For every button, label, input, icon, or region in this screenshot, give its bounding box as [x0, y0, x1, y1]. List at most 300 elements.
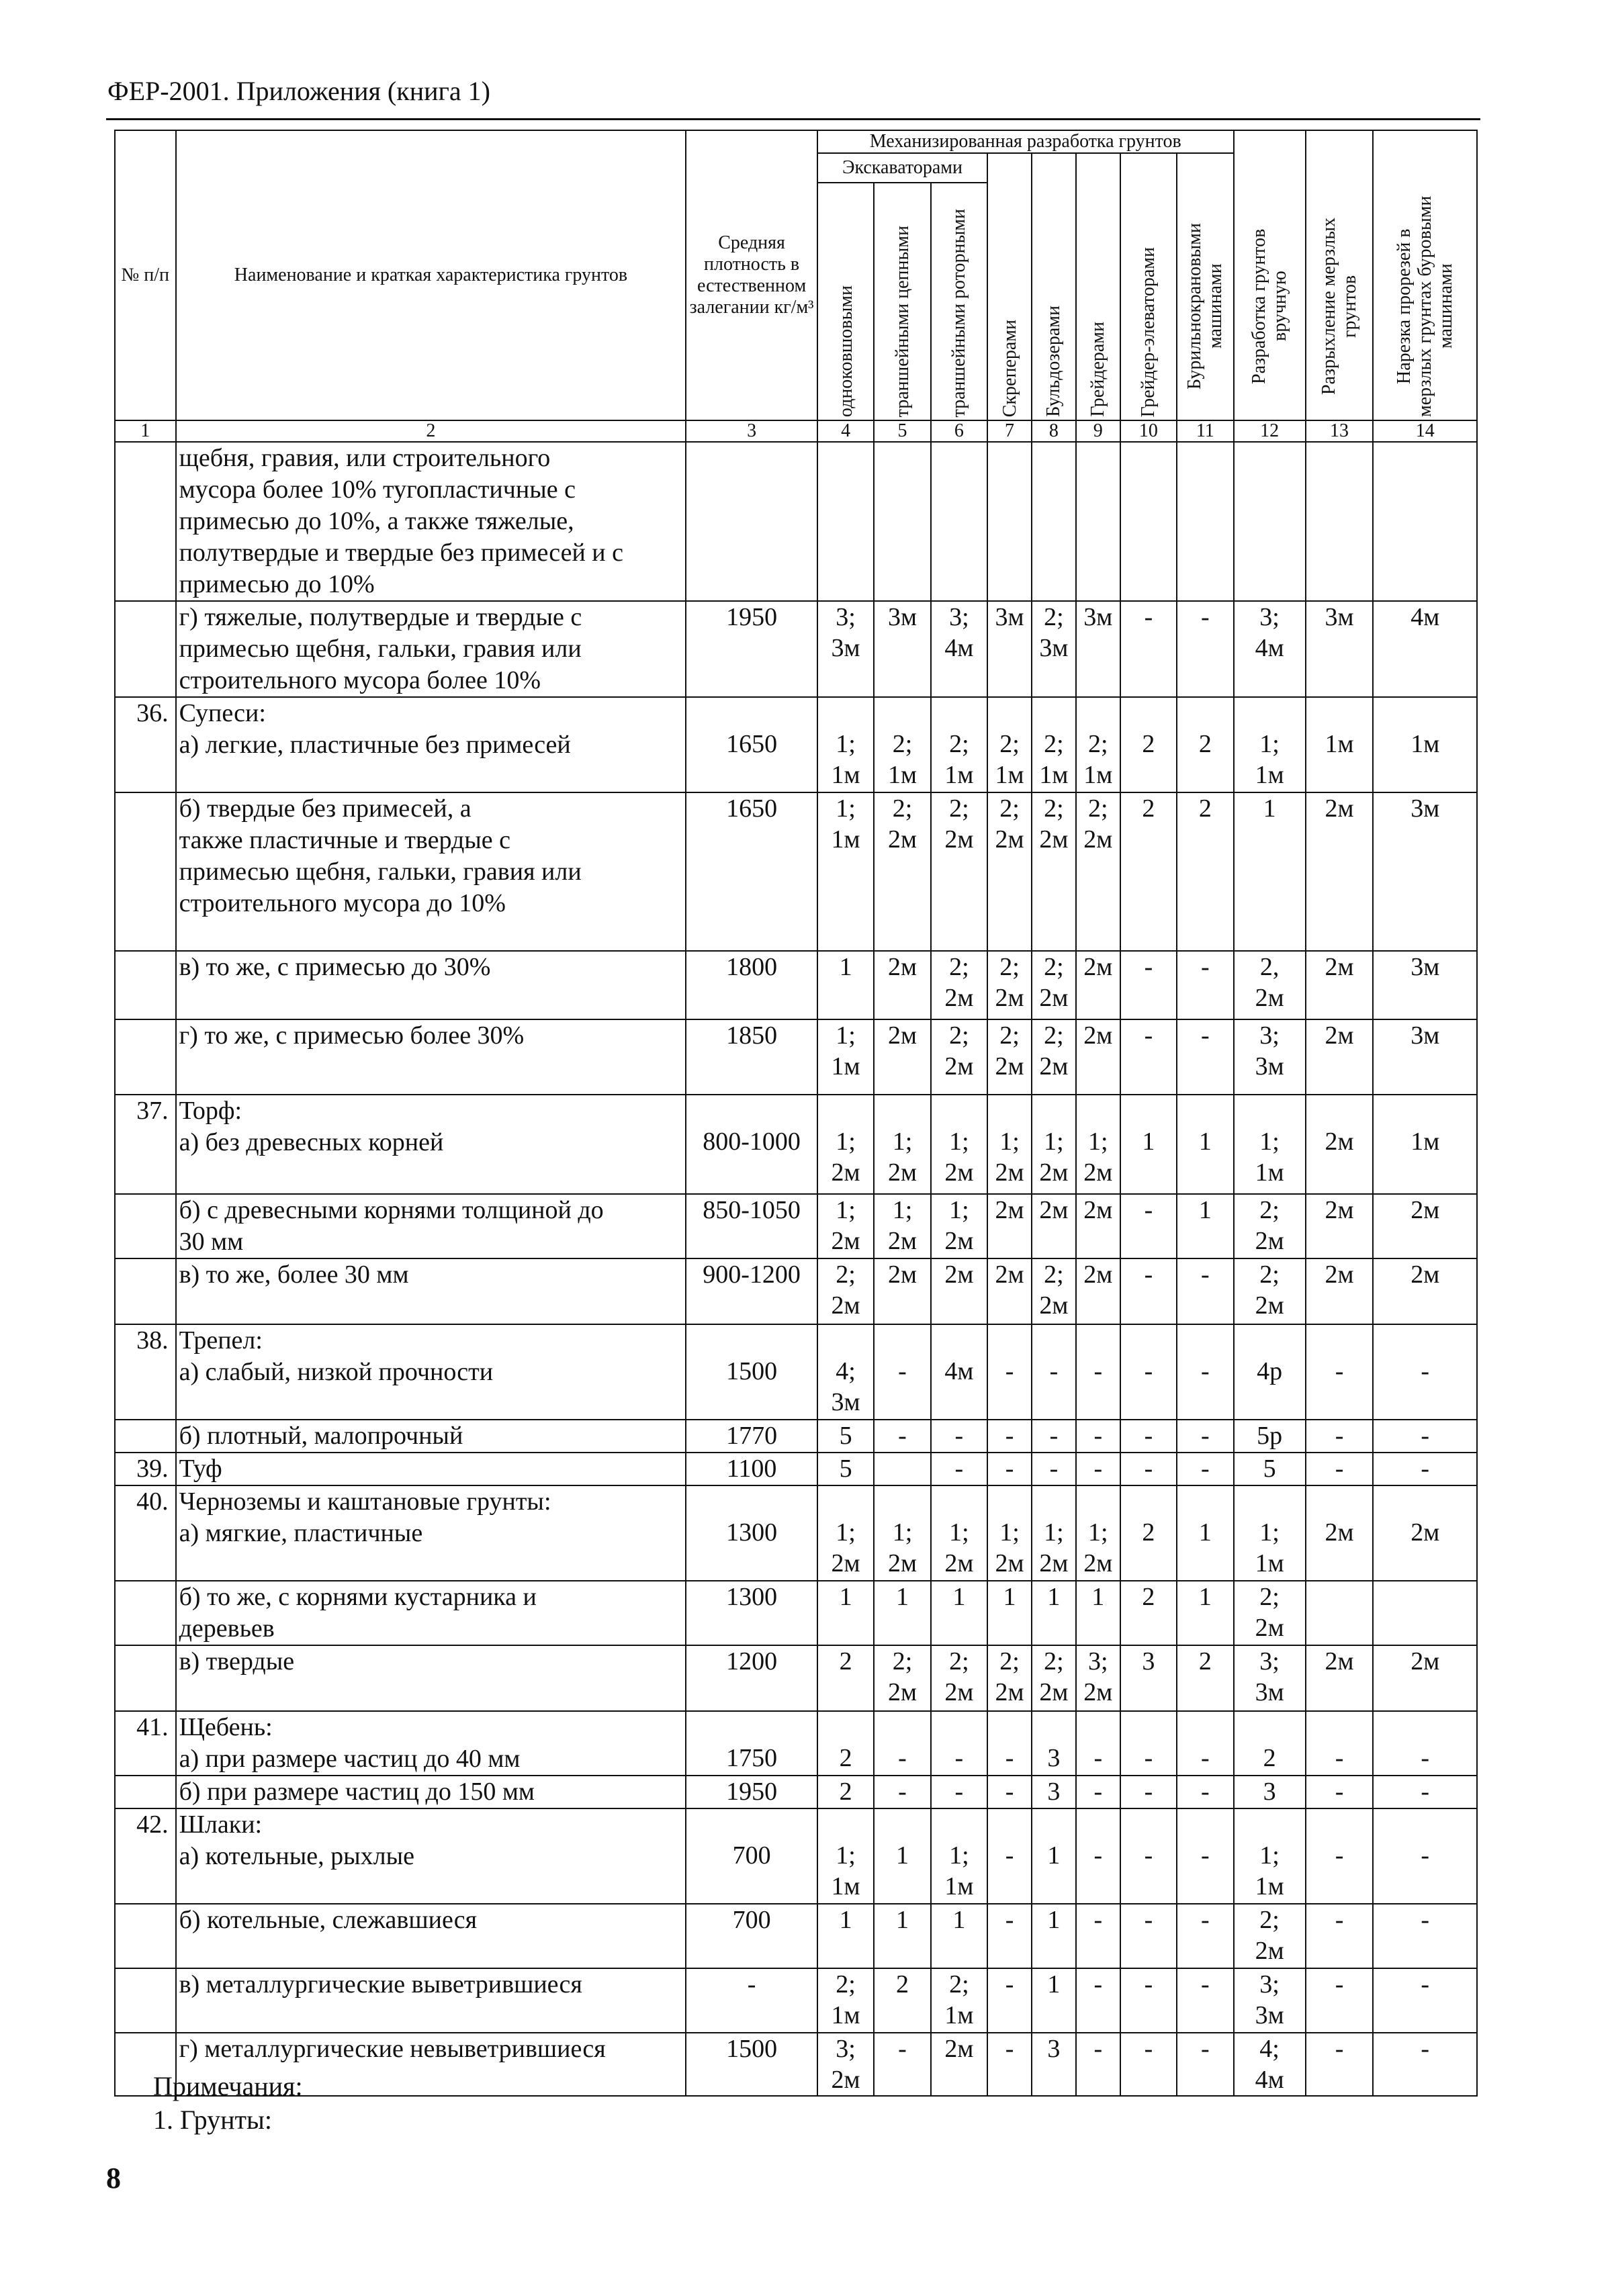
category-value: 1м [1255, 1158, 1284, 1187]
category-value: 1 [1263, 794, 1276, 823]
category-cell-col7 [987, 1420, 1032, 1453]
soil-name-cell [176, 1194, 686, 1258]
category-cell-col10 [1120, 1485, 1177, 1581]
category-cell-col10 [1120, 1776, 1177, 1808]
category-value: 2м [887, 1158, 917, 1187]
category-value: 2м [1083, 825, 1113, 854]
cell-spacer [991, 1095, 1028, 1126]
category-value: 2; [949, 1970, 969, 1999]
cell-spacer [934, 698, 984, 729]
row-number [115, 1019, 176, 1095]
category-cell-col11 [1177, 1485, 1233, 1581]
category-cell-col11 [1177, 1711, 1233, 1776]
density-spacer [689, 1712, 814, 1743]
category-value: 2м [944, 1260, 974, 1289]
category-value: - [1201, 1906, 1210, 1934]
category-value: - [1201, 1260, 1210, 1289]
cell-spacer [1035, 1712, 1073, 1743]
density-spacer [689, 1325, 814, 1356]
category-cell-col4 [817, 2033, 874, 2096]
category-cell-col12 [1234, 1808, 1306, 1904]
header-col9: Грейдерами [1087, 322, 1109, 417]
category-value: 1 [1198, 1196, 1212, 1224]
category-cell-col12 [1234, 2033, 1306, 2096]
category-value: - [1335, 1970, 1344, 1999]
soil-name-cell [176, 1095, 686, 1194]
column-number: 14 [1373, 420, 1477, 442]
soil-name-line: а) при размере частиц до 40 мм [179, 1745, 521, 1773]
category-value: - [1421, 1744, 1430, 1772]
table-row [115, 601, 1477, 697]
table-row [115, 951, 1477, 1019]
soil-name-line: Черноземы и каштановые грунты: [179, 1487, 551, 1516]
category-value: 2м [1083, 1021, 1113, 1050]
cell-spacer [1180, 1712, 1230, 1743]
soil-name-line: Трепел: [179, 1326, 263, 1354]
category-value: 2 [1198, 730, 1212, 758]
category-cell-col5 [874, 1420, 930, 1453]
category-value: 4м [1255, 2066, 1284, 2094]
category-cell-col14 [1373, 951, 1477, 1019]
column-number: 8 [1032, 420, 1076, 442]
page-number: 8 [106, 2162, 121, 2195]
category-value: 3; [1087, 1647, 1108, 1675]
category-value: 2м [831, 2066, 860, 2094]
category-value: 2 [1142, 1583, 1155, 1611]
category-cell-col11 [1177, 1194, 1233, 1258]
category-value: 1; [836, 730, 856, 758]
category-cell-col12 [1234, 1194, 1306, 1258]
cell-spacer [934, 1809, 984, 1840]
row-number [115, 1968, 176, 2033]
category-cell-col4 [817, 697, 874, 792]
category-value: - [954, 1455, 964, 1483]
category-value: - [898, 1357, 907, 1385]
category-value: 2 [1198, 1647, 1212, 1675]
header-col5: траншейными цепными [891, 225, 913, 417]
category-value: 1; [949, 1196, 969, 1224]
category-cell-col12 [1234, 1258, 1306, 1324]
cell-spacer [1309, 1486, 1370, 1517]
header-col8: Бульдозерами [1043, 306, 1065, 417]
soil-name-cell [176, 792, 686, 951]
category-cell-col7 [987, 1968, 1032, 2033]
category-value: 2; [1259, 1196, 1280, 1224]
table-header [115, 130, 1477, 442]
category-cell-col10 [1120, 1581, 1177, 1645]
category-cell-col5 [874, 442, 930, 601]
header-col6: траншейными роторными [948, 208, 970, 417]
category-cell-col10 [1120, 2033, 1177, 2096]
category-cell-col13 [1306, 792, 1374, 951]
category-cell-col14 [1373, 1904, 1477, 1968]
category-value: 2м [1325, 1128, 1354, 1156]
category-value: 2м [1255, 1291, 1284, 1320]
column-number: 6 [931, 420, 987, 442]
table-row [115, 1194, 1477, 1258]
category-cell-col4 [817, 951, 874, 1019]
cell-spacer [991, 698, 1028, 729]
category-cell-col13 [1306, 1968, 1374, 2033]
density-value: 1800 [726, 953, 778, 981]
cell-spacer [1376, 1712, 1474, 1743]
density-value: 1950 [726, 1778, 778, 1806]
header-col7: Скреперами [999, 319, 1020, 417]
category-value: 2м [1083, 1196, 1113, 1224]
cell-spacer [1180, 1325, 1230, 1356]
category-value: - [1144, 1906, 1153, 1934]
category-cell-col11 [1177, 951, 1233, 1019]
soil-name-cell [176, 951, 686, 1019]
category-cell-col11 [1177, 1019, 1233, 1095]
category-value: - [1144, 1357, 1153, 1385]
category-cell-col13 [1306, 1808, 1374, 1904]
soil-name-line: г) металлургические невыветрившиеся [179, 2035, 606, 2063]
cell-spacer [877, 1712, 927, 1743]
category-cell-col10 [1120, 951, 1177, 1019]
category-cell-col8 [1032, 792, 1076, 951]
density-value: 1750 [726, 1744, 778, 1772]
category-cell-col8 [1032, 951, 1076, 1019]
category-cell-col11 [1177, 697, 1233, 792]
column-number: 13 [1306, 420, 1374, 442]
category-value: 2; [1259, 1906, 1280, 1934]
category-value: 2, [1259, 953, 1280, 981]
cell-spacer [934, 1325, 984, 1356]
cell-spacer [1079, 1809, 1117, 1840]
category-cell-col5 [874, 792, 930, 951]
category-value: 2м [1255, 1227, 1284, 1255]
category-cell-col9 [1076, 1808, 1120, 1904]
cell-spacer [1035, 1325, 1073, 1356]
density-value: 1650 [726, 730, 778, 758]
category-value: 1м [1410, 730, 1440, 758]
category-value: 1м [887, 761, 917, 789]
category-cell-col14 [1373, 1095, 1477, 1194]
category-cell-col7 [987, 1904, 1032, 1968]
table-row [115, 1581, 1477, 1645]
table-row [115, 1324, 1477, 1420]
category-value: 5 [839, 1422, 852, 1450]
cell-spacer [1309, 698, 1370, 729]
category-cell-col11 [1177, 1324, 1233, 1420]
cell-spacer [1124, 1486, 1173, 1517]
soil-name-line: а) мягкие, пластичные [179, 1519, 423, 1547]
category-value: 3м [1039, 634, 1069, 662]
category-cell-col9 [1076, 1645, 1120, 1711]
header-col14: Нарезка прорезей в мерзлых грунтах буровыми машинами [1394, 195, 1457, 417]
category-value: - [898, 1422, 907, 1450]
cell-spacer [991, 1486, 1028, 1517]
density-cell [686, 1711, 817, 1776]
column-number: 9 [1076, 420, 1120, 442]
category-cell-col4 [817, 1581, 874, 1645]
category-cell-col5 [874, 1194, 930, 1258]
category-value: 3м [1255, 2001, 1284, 2029]
cell-spacer [1237, 1095, 1302, 1126]
soil-name-line: строительного мусора более 10% [179, 666, 541, 694]
density-value: 900-1200 [703, 1260, 801, 1289]
category-value: 1м [831, 1052, 860, 1081]
soil-name-line: щебня, гравия, или строительного [179, 444, 551, 472]
category-cell-col11 [1177, 1095, 1233, 1194]
cell-spacer [821, 1809, 870, 1840]
category-value: 2; [949, 730, 969, 758]
category-value: - [1335, 1906, 1344, 1934]
category-value: 1; [836, 794, 856, 823]
row-number [115, 601, 176, 697]
density-cell [686, 2033, 817, 2096]
category-value: 2; [1044, 794, 1064, 823]
category-value: 1; [892, 1196, 913, 1224]
column-number: 3 [686, 420, 817, 442]
category-value: 2; [892, 1647, 913, 1675]
category-cell-col13 [1306, 442, 1374, 601]
category-value: - [1144, 1455, 1153, 1483]
category-value: - [1144, 1260, 1153, 1289]
density-cell [686, 1420, 817, 1453]
category-cell-col8 [1032, 2033, 1076, 2096]
category-value: - [1144, 603, 1153, 631]
table-row [115, 1453, 1477, 1485]
category-value: 1 [1047, 1906, 1061, 1934]
category-value: 1; [1259, 730, 1280, 758]
category-value: - [1093, 1422, 1103, 1450]
category-cell-col5 [874, 1808, 930, 1904]
category-value: - [1144, 1021, 1153, 1050]
category-value: - [898, 2035, 907, 2063]
soil-name-line: примесью до 10%, а также тяжелые, [179, 507, 574, 535]
category-cell-col7 [987, 1324, 1032, 1420]
category-cell-col6 [931, 601, 987, 697]
soil-name-line: 30 мм [179, 1228, 244, 1256]
cell-spacer [1079, 698, 1117, 729]
category-value: 2м [944, 984, 974, 1012]
category-cell-col10 [1120, 1808, 1177, 1904]
category-cell-col5 [874, 1258, 930, 1324]
category-cell-col14 [1373, 1324, 1477, 1420]
density-cell [686, 1904, 817, 1968]
category-value: 2м [944, 2035, 974, 2063]
category-value: 1м [995, 761, 1024, 789]
category-cell-col7 [987, 1776, 1032, 1808]
category-cell-col9 [1076, 1485, 1120, 1581]
category-value: 1; [1044, 1128, 1064, 1156]
category-value: 2 [839, 1647, 852, 1675]
cell-spacer [1035, 1095, 1073, 1126]
header-col4: одноковшовыми [835, 285, 856, 417]
table-row [115, 1968, 1477, 2033]
density-cell [686, 1485, 817, 1581]
soil-name-cell [176, 601, 686, 697]
category-cell-col8 [1032, 1194, 1076, 1258]
density-cell [686, 1019, 817, 1095]
soil-name-cell [176, 697, 686, 792]
soil-name-line: Торф: [179, 1097, 242, 1125]
category-value: 3м [995, 603, 1024, 631]
category-cell-col4 [817, 1485, 874, 1581]
density-value: 1200 [726, 1647, 778, 1675]
cell-spacer [1309, 1095, 1370, 1126]
cell-spacer [821, 1486, 870, 1517]
category-value: 1м [1255, 1549, 1284, 1577]
category-value: 2м [1039, 825, 1069, 854]
table-row [115, 1776, 1477, 1808]
category-value: 1; [836, 1518, 856, 1547]
category-value: 3 [1142, 1647, 1155, 1675]
category-cell-col6 [931, 1453, 987, 1485]
category-value: 1м [1325, 730, 1354, 758]
cell-spacer [1079, 1325, 1117, 1356]
row-number [115, 1776, 176, 1808]
category-value: - [1144, 953, 1153, 981]
category-value: 2м [944, 1158, 974, 1187]
soil-name-line: Туф [179, 1455, 222, 1483]
category-value: 1; [999, 1518, 1020, 1547]
category-cell-col13 [1306, 1420, 1374, 1453]
category-cell-col7 [987, 1711, 1032, 1776]
category-value: - [1201, 1744, 1210, 1772]
category-cell-col5 [874, 1019, 930, 1095]
density-value: 1500 [726, 2035, 778, 2063]
row-number: 39. [115, 1453, 176, 1485]
category-value: 4; [1259, 2035, 1280, 2063]
category-cell-col9 [1076, 1194, 1120, 1258]
category-value: 1 [952, 1583, 966, 1611]
cell-spacer [1079, 1712, 1117, 1743]
category-cell-col10 [1120, 1453, 1177, 1485]
category-value: - [898, 1778, 907, 1806]
category-cell-col12 [1234, 1904, 1306, 1968]
cell-spacer [1079, 1095, 1117, 1126]
category-value: 2м [995, 825, 1024, 854]
category-value: 1; [1044, 1518, 1064, 1547]
category-value: - [1093, 1778, 1103, 1806]
category-value: - [1335, 1841, 1344, 1870]
category-cell-col4 [817, 792, 874, 951]
category-value: 1 [839, 1583, 852, 1611]
category-cell-col8 [1032, 1019, 1076, 1095]
density-cell [686, 1808, 817, 1904]
category-cell-col5 [874, 697, 930, 792]
cell-spacer [1237, 698, 1302, 729]
category-value: - [1201, 1357, 1210, 1385]
category-value: - [1005, 1422, 1014, 1450]
category-value: 2м [1410, 1196, 1440, 1224]
category-value: - [1005, 1744, 1014, 1772]
table-row [115, 792, 1477, 951]
category-value: 1; [892, 1128, 913, 1156]
category-cell-col8 [1032, 1581, 1076, 1645]
category-cell-col8 [1032, 442, 1076, 601]
category-cell-col11 [1177, 792, 1233, 951]
category-value: 2м [944, 1227, 974, 1255]
category-cell-col7 [987, 1019, 1032, 1095]
category-cell-col14 [1373, 1420, 1477, 1453]
column-number: 11 [1177, 420, 1233, 442]
category-cell-col14 [1373, 1776, 1477, 1808]
category-value: 2; [892, 794, 913, 823]
category-value: 2м [887, 1021, 917, 1050]
soil-name-cell [176, 1324, 686, 1420]
cell-spacer [1035, 1809, 1073, 1840]
category-cell-col13 [1306, 1581, 1374, 1645]
category-cell-col12 [1234, 792, 1306, 951]
row-number [115, 1581, 176, 1645]
category-cell-col11 [1177, 1258, 1233, 1324]
category-value: 1м [831, 2001, 860, 2029]
category-value: 1 [1142, 1128, 1155, 1156]
category-value: 1м [1410, 1128, 1440, 1156]
category-value: 1; [1087, 1518, 1108, 1547]
category-value: 2м [887, 1678, 917, 1706]
soil-name-cell [176, 1420, 686, 1453]
category-value: 2м [995, 1158, 1024, 1187]
row-number [115, 1258, 176, 1324]
category-value: 2м [995, 984, 1024, 1012]
column-number: 12 [1234, 420, 1306, 442]
category-cell-col13 [1306, 1645, 1374, 1711]
category-cell-col8 [1032, 697, 1076, 792]
notes-title: Примечания: [153, 2071, 303, 2101]
category-cell-col7 [987, 2033, 1032, 2096]
cell-spacer [821, 698, 870, 729]
category-cell-col5 [874, 1711, 930, 1776]
category-value: - [1421, 1970, 1430, 1999]
category-value: 1м [831, 1872, 860, 1900]
category-value: 2м [1325, 1196, 1354, 1224]
density-cell [686, 1324, 817, 1420]
category-value: 1 [1003, 1583, 1016, 1611]
category-cell-col12 [1234, 1645, 1306, 1711]
category-value: 1 [1198, 1128, 1212, 1156]
category-value: 2; [1044, 1021, 1064, 1050]
category-value: 2м [1410, 1260, 1440, 1289]
row-number: 38. [115, 1324, 176, 1420]
category-value: 2 [1142, 1518, 1155, 1547]
soil-name-line: а) без древесных корней [179, 1128, 444, 1156]
category-value: 1; [836, 1841, 856, 1870]
header-col11: Бурильнокрановыми машинами [1184, 223, 1226, 389]
category-cell-col13 [1306, 951, 1374, 1019]
category-cell-col5 [874, 1485, 930, 1581]
category-value: 3м [1410, 794, 1440, 823]
category-cell-col5 [874, 1324, 930, 1420]
category-value: 2; [836, 1260, 856, 1289]
category-value: 1 [1047, 1970, 1061, 1999]
category-value: - [1144, 1778, 1153, 1806]
column-number-row [115, 420, 1477, 442]
category-value: - [1005, 1455, 1014, 1483]
category-value: - [1201, 1021, 1210, 1050]
table-row [115, 1645, 1477, 1711]
cell-spacer [1376, 1325, 1474, 1356]
category-cell-col5 [874, 1095, 930, 1194]
category-cell-col6 [931, 1485, 987, 1581]
category-value: - [1005, 1970, 1014, 1999]
soil-name-cell [176, 1904, 686, 1968]
soil-name-line: примесью щебня, гальки, гравия или [179, 858, 582, 886]
row-number: 42. [115, 1808, 176, 1904]
soil-name-line: а) легкие, пластичные без примесей [179, 731, 571, 759]
category-value: 2м [995, 1549, 1024, 1577]
cell-spacer [991, 1712, 1028, 1743]
category-value: 3; [1259, 1021, 1280, 1050]
category-cell-col4 [817, 1258, 874, 1324]
density-cell [686, 951, 817, 1019]
category-cell-col14 [1373, 697, 1477, 792]
category-value: 1 [895, 1583, 909, 1611]
